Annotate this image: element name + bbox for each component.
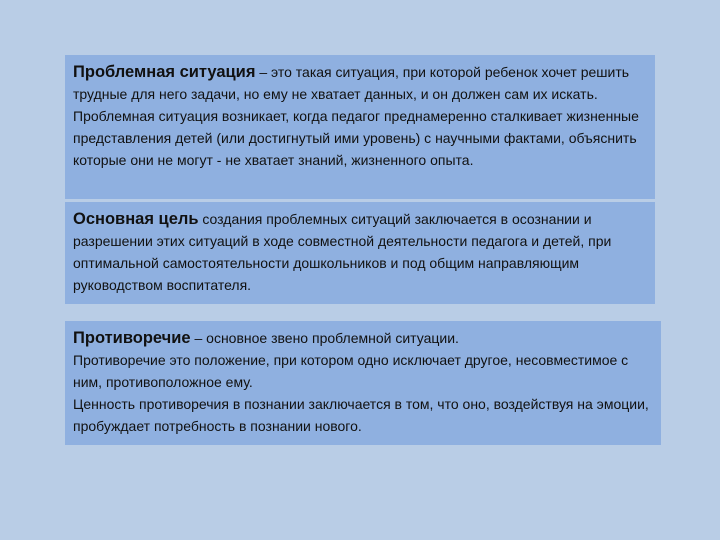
contradiction-paragraph-3: Ценность противоречия в познании заключается в том, что оно, воздействуя на эмоции, пробуждает потребность в познании нового. bbox=[73, 396, 649, 434]
definition-text: – это такая ситуация, при которой ребенок хочет решить трудные для него задачи, но ему не хватает данных, и он должен сам их искать. Проблемная ситуация возникает, когда педагог преднамеренно сталкивает жизненные представления детей (или достигнутый ими уровень) с научными фактами, объяснить которые они не могут - не хватает знаний, жизненного опыта. bbox=[73, 64, 639, 168]
definition-paragraph bbox=[73, 208, 647, 296]
contradiction-paragraph-2: Противоречие это положение, при котором одно исключает другое, несовместимое с ним, противоположное ему. bbox=[73, 352, 629, 390]
definition-block-main-goal bbox=[65, 202, 655, 304]
term-problem-situation: Проблемная ситуация bbox=[73, 63, 256, 81]
definition-paragraph bbox=[73, 327, 653, 349]
definition-text: создания проблемных ситуаций заключается в осознании и разрешении этих ситуаций в ходе совместной деятельности педагога и детей, при оптимальной самостоятельности дошкольников и под общим направляющим руководством воспитателя. bbox=[73, 211, 612, 293]
definition-block-problem-situation bbox=[65, 55, 655, 199]
definition-text: – основное звено проблемной ситуации. bbox=[190, 330, 459, 346]
definition-block-contradiction bbox=[65, 321, 661, 445]
definition-paragraph bbox=[73, 61, 647, 171]
term-main-goal: Основная цель bbox=[73, 210, 199, 228]
term-contradiction: Противоречие bbox=[73, 329, 191, 347]
